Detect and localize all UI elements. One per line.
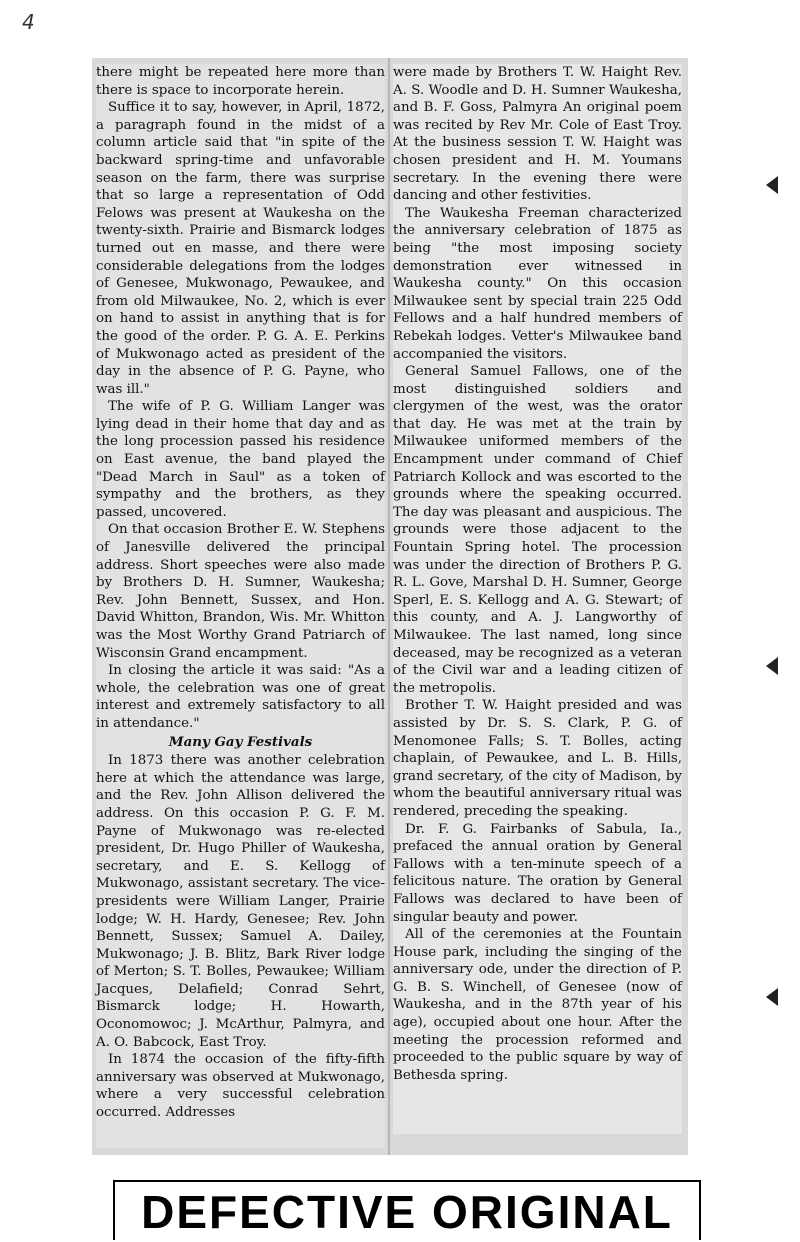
paragraph: All of the ceremonies at the Fountain House park, including the singing of the anniversary ode, under the direction of P. G. B. S. Winchell, of Genesee (now of Waukesha, and in the 87th year of his age), occupied about one hour. After the meeting the procession reformed and proceeded to the public square by way of Bethesda spring. [393,927,682,1083]
label-text: DEFECTIVE ORIGINAL [141,1186,673,1238]
margin-arrow-icon [766,988,778,1006]
paragraph: In 1874 the occasion of the fifty-fifth anniversary was observed at Mukwonago, where a very successful celebration occurred. Addresses [96,1052,385,1121]
newspaper-clipping [92,58,688,1155]
paragraph: General Samuel Fallows, one of the most distinguished soldiers and clergymen of the west, was the orator that day. He was met at the train by Milwaukee uniformed members of the Encampment under command of Chief Patriarch Kollock and was escorted to the grounds where the speaking occurred. The day was pleasant and auspicious. The grounds were those adjacent to the Fountain Spring hotel. The procession was under the direction of Brothers P. G. R. L. Gove, Marshal D. H. Sumner, George Sperl, E. S. Kellogg and A. G. Stewart; of this county, and A. J. Langworthy of Milwaukee. The last named, long since deceased, may be recognized as a veteran of the Civil war and a leading citizen of the metropolis. [393,364,682,696]
margin-arrow-icon [766,176,778,194]
paragraph: were made by Brothers T. W. Haight Rev. A. S. Woodle and D. H. Sumner Waukesha, and B. F. Goss, Palmyra An original poem was recited by Rev Mr. Cole of East Troy. At the business session T. W. Haight was chosen president and H. M. Youmans secretary. In the evening there were dancing and other festivities. [393,65,682,204]
paragraph: In 1873 there was another celebration here at which the attendance was large, and the Rev. John Allison delivered the address. On this occasion P. G. F. M. Payne of Mukwonago was re-elected president, Dr. Hugo Philler of Waukesha, secretary, and E. S. Kellogg of Mukwonago, assistant secretary. The vice-presidents were William Langer, Prairie lodge; W. H. Hardy, Genesee; Rev. John Bennett, Sussex; Samuel A. Dailey, Mukwonago; J. B. Blitz, Bark River lodge of Merton; S. T. Bolles, Pewaukee; William Jacques, Delafield; Conrad Sehrt, Bismarck lodge; H. Howarth, Oconomowoc; J. McArthur, Palmyra, and A. O. Babcock, East Troy. [96,753,385,1050]
subheading: Many Gay Festivals [168,733,313,750]
defective-original-label [113,1180,701,1240]
paragraph: there might be repeated here more than there is space to incorporate herein. [96,65,385,98]
paragraph: In closing the article it was said: "As a whole, the celebration was one of great interest and extremely satisfactory to all in attendance." [96,663,385,731]
margin-arrow-icon [766,657,778,675]
paragraph: Brother T. W. Haight presided and was assisted by Dr. S. S. Clark, P. G. of Menomonee Falls; S. T. Bolles, acting chaplain, of Pewaukee, and L. B. Hills, grand secretary, of the city of Madison, by whom the beautiful anniversary ritual was rendered, preceding the speaking. [393,698,682,819]
page-number: 4 [22,10,35,34]
paragraph: Dr. F. G. Fairbanks of Sabula, Ia., prefaced the annual oration by General Fallows with a ten-minute speech of a felicitous nature. The oration by General Fallows was declared to have been of singular beauty and power. [393,821,682,925]
column-divider [388,58,390,1155]
paragraph: Suffice it to say, however, in April, 1872, a paragraph found in the midst of a column article said that "in spite of the backward spring-time and unfavorable season on the farm, there was surprise that so large a representation of Odd Felows was present at Waukesha on the twenty-sixth. Prairie and Bismarck lodges turned out en masse, and there were considerable delegations from the lodges of Genesee, Mukwonago, Pewaukee, and from old Milwaukee, No. 2, which is ever on hand to assist in anything that is for the good of the order. P. G. A. E. Perkins of Mukwonago acted as president of the day in the absence of P. G. Payne, who was ill." [96,100,385,397]
right-column [393,64,682,1134]
left-column [96,64,385,1148]
paragraph: The Waukesha Freeman characterized the anniversary celebration of 1875 as being "the most imposing society demonstration ever witnessed in Waukesha county." On this occasion Milwaukee sent by special train 225 Odd Fellows and a half hundred members of Rebekah lodges. Vetter's Milwaukee band accompanied the visitors. [393,205,682,362]
paragraph: The wife of P. G. William Langer was lying dead in their home that day and as the long procession passed his residence on East avenue, the band played the "Dead March in Saul" as a token of sympathy and the brothers, as they passed, uncovered. [96,399,385,520]
paragraph: On that occasion Brother E. W. Stephens of Janesville delivered the principal address. Short speeches were also made by Brothers D. H. Sumner, Waukesha; Rev. John Bennett, Sussex, and Hon. David Whitton, Brandon, Wis. Mr. Whitton was the Most Worthy Grand Patriarch of Wisconsin Grand encampment. [96,522,385,661]
